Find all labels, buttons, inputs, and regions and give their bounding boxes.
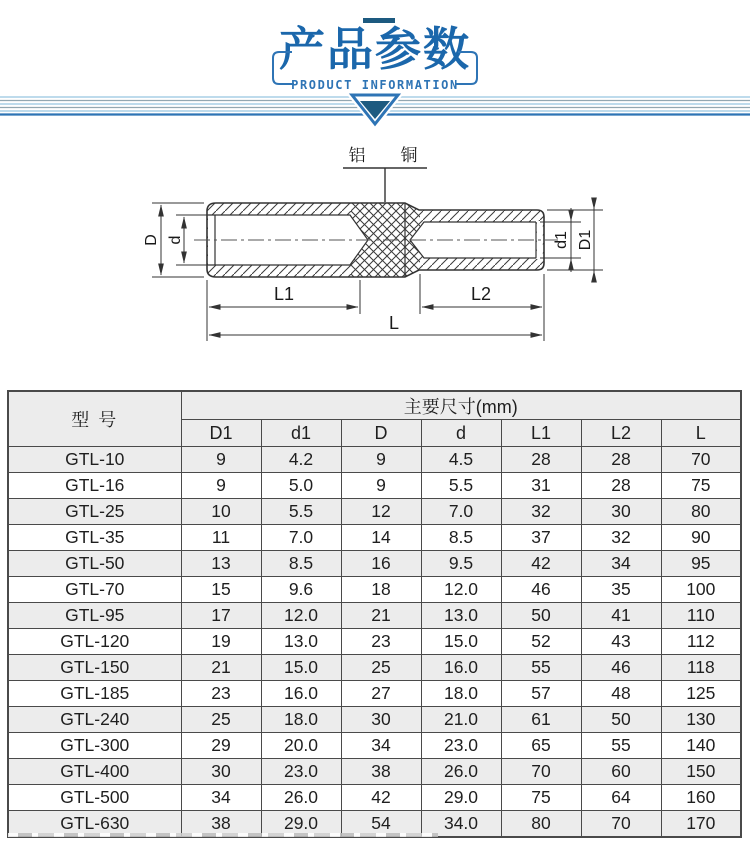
value-cell: 25 bbox=[341, 655, 421, 681]
model-cell: GTL-95 bbox=[8, 603, 181, 629]
value-cell: 65 bbox=[501, 733, 581, 759]
value-cell: 26.0 bbox=[421, 759, 501, 785]
label-copper: 铜 bbox=[400, 146, 418, 165]
dim-D: D bbox=[143, 234, 160, 246]
value-cell: 20.0 bbox=[261, 733, 341, 759]
header-decoration bbox=[0, 0, 750, 130]
value-cell: 5.0 bbox=[261, 473, 341, 499]
value-cell: 23 bbox=[181, 681, 261, 707]
model-cell: GTL-70 bbox=[8, 577, 181, 603]
value-cell: 28 bbox=[581, 473, 661, 499]
value-cell: 34 bbox=[341, 733, 421, 759]
dim-L2: L2 bbox=[470, 284, 492, 304]
value-cell: 50 bbox=[501, 603, 581, 629]
table-row bbox=[8, 603, 741, 629]
table-row bbox=[8, 707, 741, 733]
value-cell: 7.0 bbox=[261, 525, 341, 551]
value-cell: 57 bbox=[501, 681, 581, 707]
value-cell: 19 bbox=[181, 629, 261, 655]
column-header-model: 型 号 bbox=[8, 391, 181, 447]
value-cell: 4.5 bbox=[421, 447, 501, 473]
value-cell: 23.0 bbox=[261, 759, 341, 785]
header-subtitle: PRODUCT INFORMATION bbox=[291, 78, 459, 92]
value-cell: 13.0 bbox=[261, 629, 341, 655]
spec-table bbox=[7, 390, 742, 838]
value-cell: 32 bbox=[581, 525, 661, 551]
column-header-D: D bbox=[341, 420, 421, 447]
value-cell: 130 bbox=[661, 707, 741, 733]
table-row bbox=[8, 759, 741, 785]
value-cell: 18.0 bbox=[261, 707, 341, 733]
value-cell: 21.0 bbox=[421, 707, 501, 733]
value-cell: 12 bbox=[341, 499, 421, 525]
value-cell: 15 bbox=[181, 577, 261, 603]
value-cell: 42 bbox=[501, 551, 581, 577]
connector-body bbox=[194, 203, 558, 277]
table-row bbox=[8, 473, 741, 499]
value-cell: 15.0 bbox=[261, 655, 341, 681]
value-cell: 23 bbox=[341, 629, 421, 655]
value-cell: 31 bbox=[501, 473, 581, 499]
label-aluminum: 铝 bbox=[348, 146, 366, 165]
value-cell: 75 bbox=[661, 473, 741, 499]
value-cell: 75 bbox=[501, 785, 581, 811]
dim-L1: L1 bbox=[273, 284, 295, 304]
value-cell: 41 bbox=[581, 603, 661, 629]
value-cell: 5.5 bbox=[261, 499, 341, 525]
value-cell: 46 bbox=[501, 577, 581, 603]
table-row bbox=[8, 785, 741, 811]
model-cell: GTL-120 bbox=[8, 629, 181, 655]
value-cell: 25 bbox=[181, 707, 261, 733]
value-cell: 55 bbox=[581, 733, 661, 759]
value-cell: 42 bbox=[341, 785, 421, 811]
value-cell: 30 bbox=[581, 499, 661, 525]
page-title: 产品参数 bbox=[279, 23, 471, 75]
spec-table-body bbox=[8, 447, 741, 837]
material-labels bbox=[343, 146, 427, 202]
table-row bbox=[8, 525, 741, 551]
value-cell: 12.0 bbox=[421, 577, 501, 603]
value-cell: 55 bbox=[501, 655, 581, 681]
model-cell: GTL-35 bbox=[8, 525, 181, 551]
model-cell: GTL-25 bbox=[8, 499, 181, 525]
value-cell: 70 bbox=[501, 759, 581, 785]
value-cell: 12.0 bbox=[261, 603, 341, 629]
value-cell: 32 bbox=[501, 499, 581, 525]
value-cell: 37 bbox=[501, 525, 581, 551]
dim-d1: d1 bbox=[553, 231, 570, 249]
model-cell: GTL-240 bbox=[8, 707, 181, 733]
value-cell: 110 bbox=[661, 603, 741, 629]
value-cell: 50 bbox=[581, 707, 661, 733]
model-cell: GTL-500 bbox=[8, 785, 181, 811]
value-cell: 5.5 bbox=[421, 473, 501, 499]
column-header-D1: D1 bbox=[181, 420, 261, 447]
value-cell: 118 bbox=[661, 655, 741, 681]
value-cell: 29 bbox=[181, 733, 261, 759]
value-cell: 80 bbox=[501, 811, 581, 837]
value-cell: 8.5 bbox=[421, 525, 501, 551]
value-cell: 70 bbox=[581, 811, 661, 837]
value-cell: 9 bbox=[181, 447, 261, 473]
value-cell: 13.0 bbox=[421, 603, 501, 629]
value-cell: 16.0 bbox=[261, 681, 341, 707]
value-cell: 18.0 bbox=[421, 681, 501, 707]
value-cell: 112 bbox=[661, 629, 741, 655]
column-header-d1: d1 bbox=[261, 420, 341, 447]
table-row bbox=[8, 655, 741, 681]
value-cell: 43 bbox=[581, 629, 661, 655]
value-cell: 23.0 bbox=[421, 733, 501, 759]
value-cell: 34 bbox=[181, 785, 261, 811]
dim-D1: D1 bbox=[577, 229, 594, 251]
value-cell: 160 bbox=[661, 785, 741, 811]
value-cell: 38 bbox=[341, 759, 421, 785]
value-cell: 16.0 bbox=[421, 655, 501, 681]
value-cell: 26.0 bbox=[261, 785, 341, 811]
value-cell: 64 bbox=[581, 785, 661, 811]
value-cell: 70 bbox=[661, 447, 741, 473]
model-cell: GTL-185 bbox=[8, 681, 181, 707]
table-row bbox=[8, 681, 741, 707]
value-cell: 28 bbox=[501, 447, 581, 473]
value-cell: 11 bbox=[181, 525, 261, 551]
value-cell: 7.0 bbox=[421, 499, 501, 525]
watermark-artifact bbox=[8, 833, 438, 837]
value-cell: 100 bbox=[661, 577, 741, 603]
model-cell: GTL-10 bbox=[8, 447, 181, 473]
column-header-dimensions: 主要尺寸(mm) bbox=[181, 391, 741, 420]
dim-L: L bbox=[388, 313, 400, 333]
value-cell: 38 bbox=[181, 811, 261, 837]
value-cell: 29.0 bbox=[261, 811, 341, 837]
value-cell: 9 bbox=[181, 473, 261, 499]
value-cell: 90 bbox=[661, 525, 741, 551]
value-cell: 46 bbox=[581, 655, 661, 681]
column-header-L2: L2 bbox=[581, 420, 661, 447]
value-cell: 60 bbox=[581, 759, 661, 785]
value-cell: 170 bbox=[661, 811, 741, 837]
value-cell: 29.0 bbox=[421, 785, 501, 811]
value-cell: 4.2 bbox=[261, 447, 341, 473]
value-cell: 21 bbox=[341, 603, 421, 629]
technical-diagram bbox=[0, 130, 750, 355]
value-cell: 16 bbox=[341, 551, 421, 577]
value-cell: 48 bbox=[581, 681, 661, 707]
value-cell: 21 bbox=[181, 655, 261, 681]
value-cell: 140 bbox=[661, 733, 741, 759]
value-cell: 34.0 bbox=[421, 811, 501, 837]
value-cell: 9 bbox=[341, 473, 421, 499]
value-cell: 8.5 bbox=[261, 551, 341, 577]
value-cell: 13 bbox=[181, 551, 261, 577]
model-cell: GTL-16 bbox=[8, 473, 181, 499]
table-row bbox=[8, 577, 741, 603]
value-cell: 61 bbox=[501, 707, 581, 733]
value-cell: 34 bbox=[581, 551, 661, 577]
value-cell: 15.0 bbox=[421, 629, 501, 655]
value-cell: 17 bbox=[181, 603, 261, 629]
value-cell: 9.6 bbox=[261, 577, 341, 603]
value-cell: 80 bbox=[661, 499, 741, 525]
value-cell: 9 bbox=[341, 447, 421, 473]
value-cell: 125 bbox=[661, 681, 741, 707]
model-cell: GTL-400 bbox=[8, 759, 181, 785]
header-banner bbox=[0, 0, 750, 130]
value-cell: 52 bbox=[501, 629, 581, 655]
table-row bbox=[8, 447, 741, 473]
value-cell: 35 bbox=[581, 577, 661, 603]
table-row bbox=[8, 733, 741, 759]
table-row bbox=[8, 499, 741, 525]
value-cell: 18 bbox=[341, 577, 421, 603]
value-cell: 10 bbox=[181, 499, 261, 525]
table-row bbox=[8, 629, 741, 655]
dim-d: d bbox=[167, 235, 184, 245]
model-cell: GTL-50 bbox=[8, 551, 181, 577]
value-cell: 30 bbox=[341, 707, 421, 733]
value-cell: 14 bbox=[341, 525, 421, 551]
value-cell: 28 bbox=[581, 447, 661, 473]
value-cell: 30 bbox=[181, 759, 261, 785]
value-cell: 9.5 bbox=[421, 551, 501, 577]
value-cell: 54 bbox=[341, 811, 421, 837]
table-row bbox=[8, 551, 741, 577]
model-cell: GTL-630 bbox=[8, 811, 181, 837]
column-header-L: L bbox=[661, 420, 741, 447]
model-cell: GTL-300 bbox=[8, 733, 181, 759]
value-cell: 27 bbox=[341, 681, 421, 707]
value-cell: 95 bbox=[661, 551, 741, 577]
column-header-L1: L1 bbox=[501, 420, 581, 447]
model-cell: GTL-150 bbox=[8, 655, 181, 681]
right-bracket-icon bbox=[456, 52, 477, 84]
column-header-d: d bbox=[421, 420, 501, 447]
value-cell: 150 bbox=[661, 759, 741, 785]
spec-table-section bbox=[7, 390, 740, 838]
